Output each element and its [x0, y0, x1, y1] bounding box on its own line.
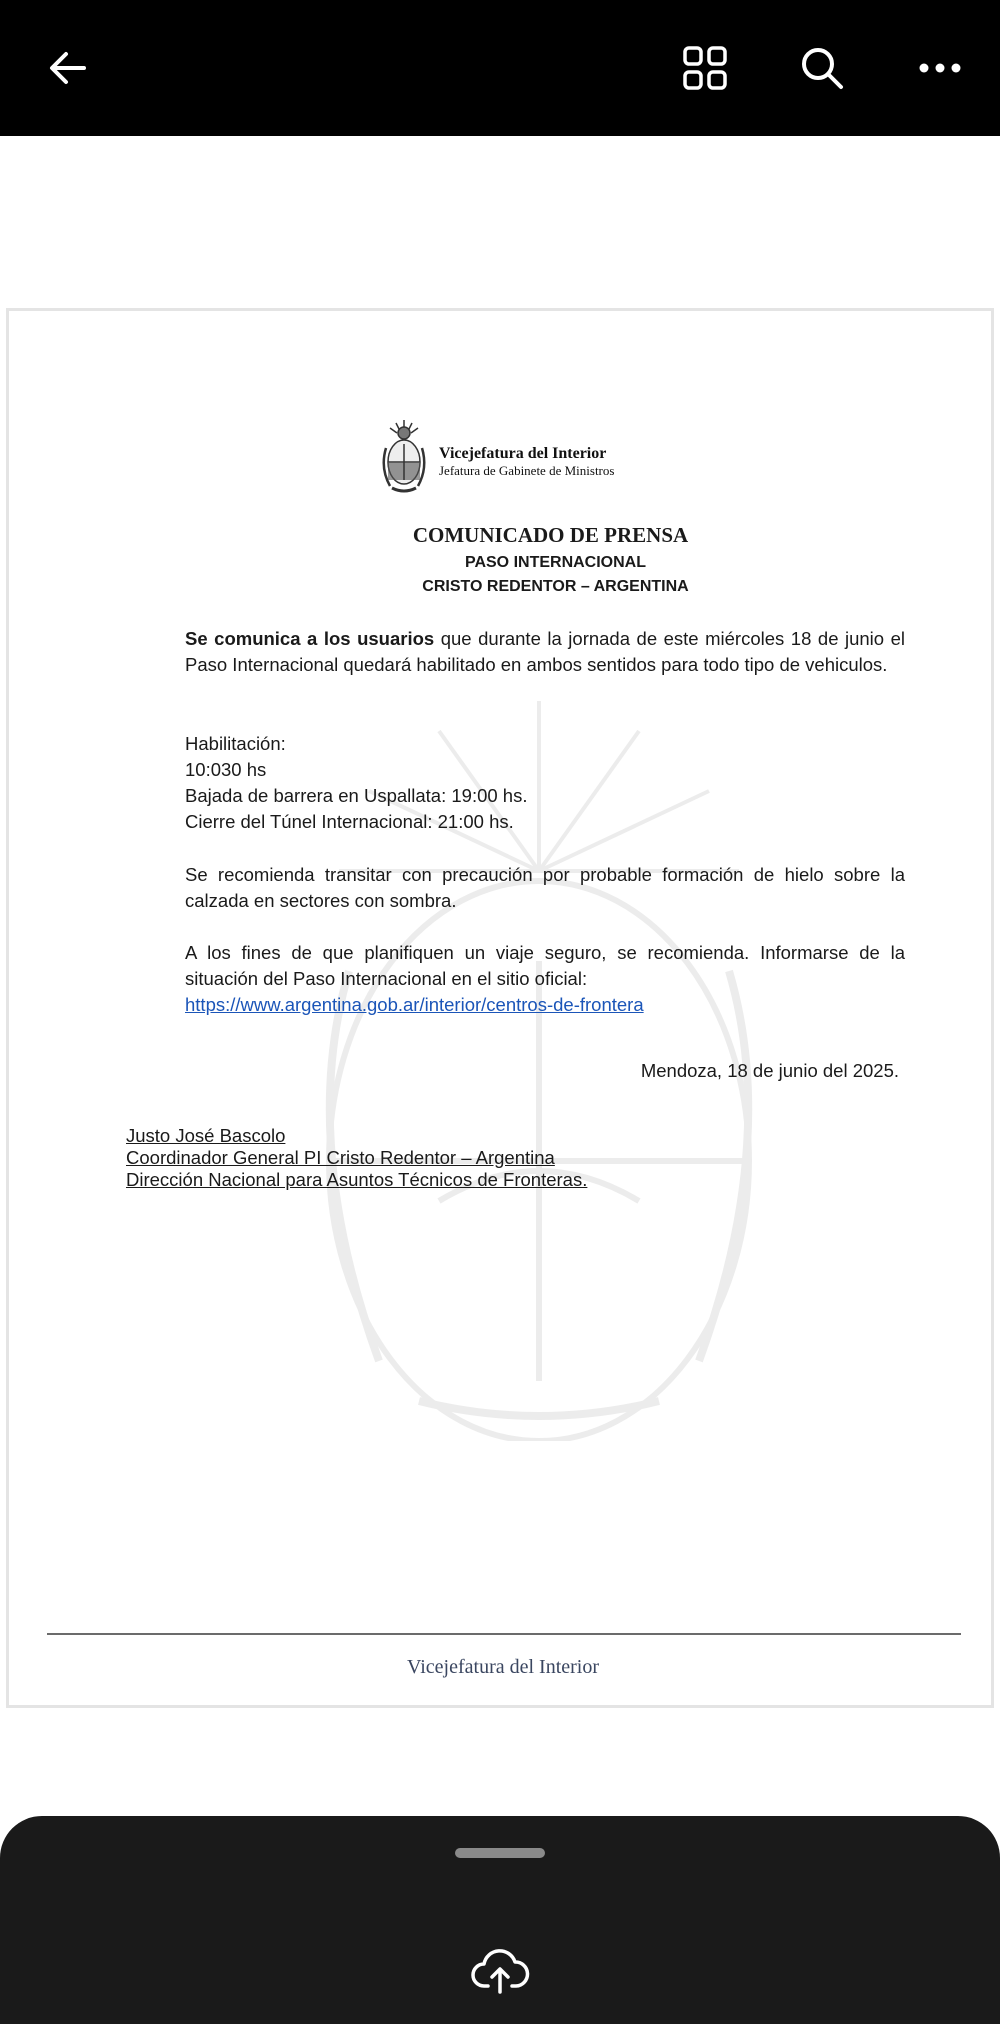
press-release-title: COMUNICADO DE PRENSA: [412, 523, 689, 547]
grid-view-button[interactable]: [671, 34, 739, 102]
drag-handle[interactable]: [455, 1848, 545, 1858]
arrow-left-icon: [46, 46, 90, 90]
footer-text: Vicejefatura del Interior: [406, 1656, 600, 1678]
header-sub-org: Jefatura de Gabinete de Ministros: [439, 463, 615, 478]
barrera-time: Bajada de barrera en Uspallata: 19:00 hs.: [185, 785, 528, 806]
cierre-time: Cierre del Túnel Internacional: 21:00 hs.: [185, 811, 514, 832]
grid-icon: [682, 45, 728, 91]
footer-divider: [47, 1633, 961, 1635]
caution-paragraph: Se recomienda transitar con precaución por probable formación de hielo sobre la calzada en sectores con sombra.: [185, 864, 905, 911]
back-button[interactable]: [34, 34, 102, 102]
intro-rest: que durante la jornada de este miércoles 18 de junio el Paso Internacional quedará habilitado en ambos sentidos para todo tipo de vehiculos.: [185, 628, 906, 675]
official-site-link[interactable]: https://www.argentina.gob.ar/interior/centros-de-frontera: [185, 994, 644, 1015]
signature-role-2: Dirección Nacional para Asuntos Técnicos de Fronteras.: [126, 1169, 588, 1190]
press-release-subtitle-1: PASO INTERNACIONAL: [464, 554, 647, 571]
signature-role-1: Coordinador General PI Cristo Redentor – Argentina: [126, 1147, 555, 1168]
document-page[interactable]: [6, 308, 994, 1708]
habilitacion-label: Habilitación:: [185, 733, 286, 754]
cloud-upload-icon: [470, 1946, 530, 1996]
habilitacion-time: 10:030 hs: [185, 759, 267, 780]
search-button[interactable]: [788, 34, 856, 102]
coat-of-arms-watermark: [259, 641, 819, 1441]
press-release-subtitle-2: CRISTO REDENTOR – ARGENTINA: [422, 578, 689, 595]
info-paragraph: [185, 940, 905, 1018]
document-content: [9, 311, 991, 1705]
coat-of-arms-logo: [378, 416, 430, 500]
info-text: A los fines de que planifiquen un viaje seguro, se recomienda. Informarse de la situación del Paso Internacional en el sitio oficial:: [185, 942, 905, 989]
upload-button[interactable]: [470, 1946, 530, 1996]
more-horizontal-icon: [918, 62, 962, 74]
intro-bold: Se comunica a los usuarios: [185, 628, 435, 649]
header-org-name: Vicejefatura del Interior: [439, 445, 607, 462]
header-organization: [439, 445, 614, 479]
signature-name: Justo José Bascolo: [126, 1125, 286, 1146]
top-toolbar: [0, 0, 1000, 136]
bottom-sheet: [0, 1816, 1000, 2024]
more-options-button[interactable]: [906, 34, 974, 102]
date-line: Mendoza, 18 de junio del 2025.: [640, 1060, 899, 1081]
intro-paragraph: [185, 626, 905, 678]
search-icon: [798, 44, 846, 92]
